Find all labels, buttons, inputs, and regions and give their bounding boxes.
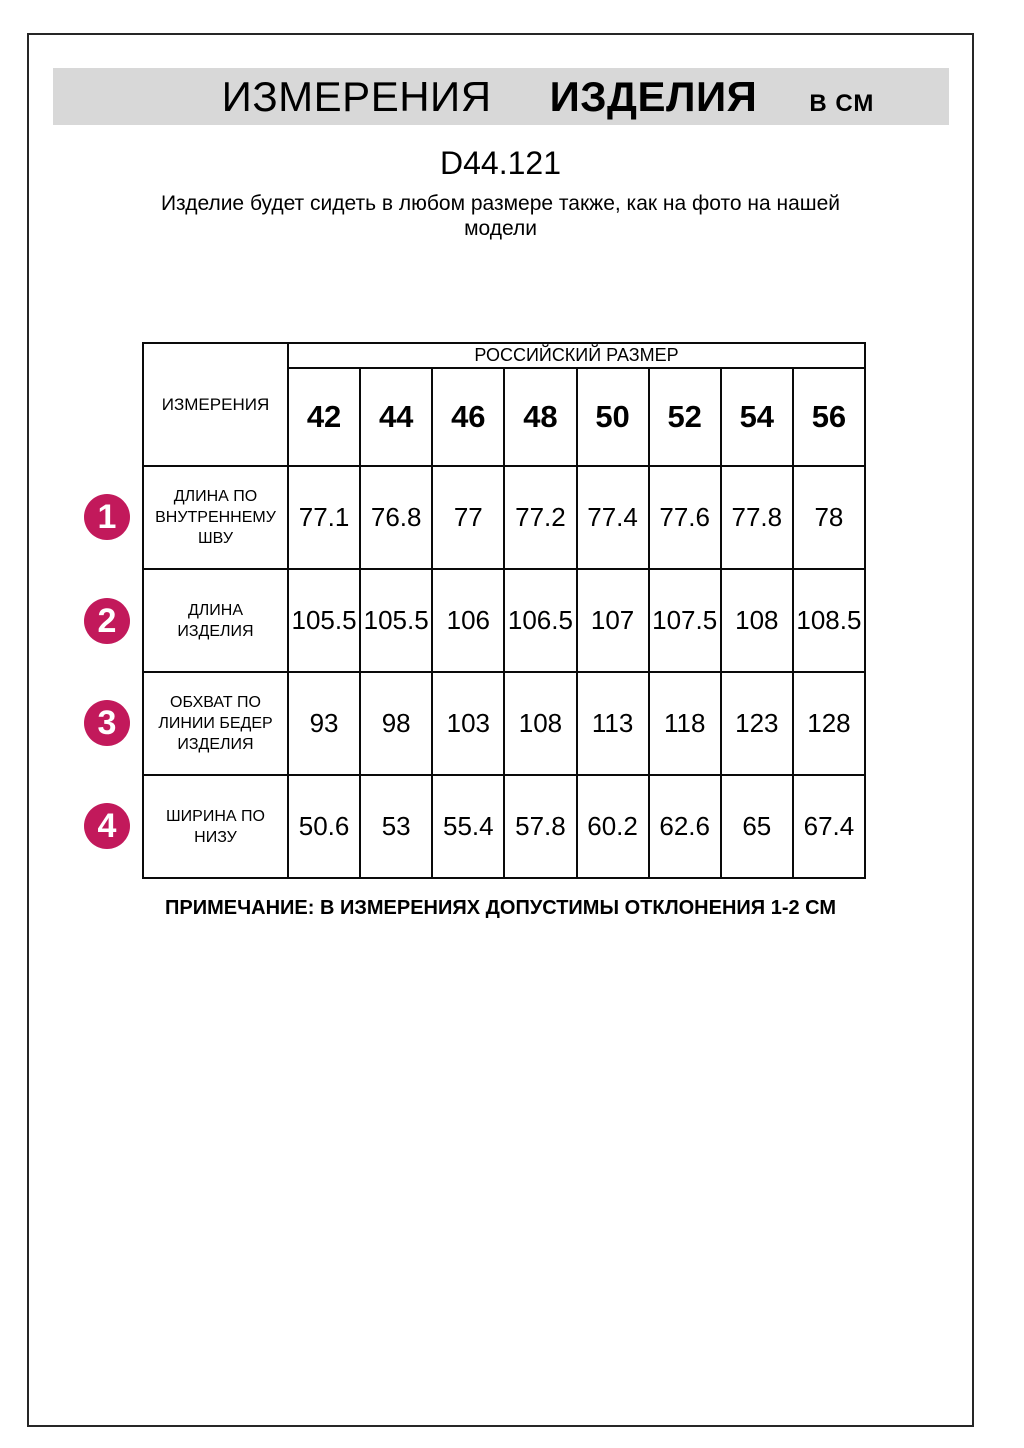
title-product: ИЗДЕЛИЯ (549, 72, 758, 120)
size-42: 42 (288, 368, 360, 466)
size-table-wrap (142, 342, 866, 879)
size-50: 50 (577, 368, 649, 466)
cell-value: 55.4 (432, 775, 504, 878)
cell-value: 77.8 (721, 466, 793, 569)
cell-value: 62.6 (649, 775, 721, 878)
row-number-badge-1: 1 (84, 494, 130, 540)
row-label: ШИРИНА ПО НИЗУ (143, 775, 288, 878)
cell-value: 123 (721, 672, 793, 775)
row-number-badge-4: 4 (84, 803, 130, 849)
title-measurements: ИЗМЕРЕНИЯ (221, 72, 492, 120)
cell-value: 53 (360, 775, 432, 878)
table-row-inseam-length (143, 466, 865, 569)
cell-value: 93 (288, 672, 360, 775)
cell-value: 118 (649, 672, 721, 775)
cell-value: 77.6 (649, 466, 721, 569)
measure-col-header: ИЗМЕРЕНИЯ (143, 343, 288, 466)
cell-value: 77.2 (504, 466, 576, 569)
russian-size-header: РОССИЙСКИЙ РАЗМЕР (288, 343, 865, 368)
cell-value: 106.5 (504, 569, 576, 672)
cell-value: 77 (432, 466, 504, 569)
cell-value: 108 (721, 569, 793, 672)
size-46: 46 (432, 368, 504, 466)
tolerance-note: ПРИМЕЧАНИЕ: В ИЗМЕРЕНИЯХ ДОПУСТИМЫ ОТКЛОНЕНИЯ 1-2 СМ (165, 897, 836, 919)
cell-value: 60.2 (577, 775, 649, 878)
row-number-badge-3: 3 (84, 700, 130, 746)
row-label: ДЛИНА ИЗДЕЛИЯ (143, 569, 288, 672)
cell-value: 103 (432, 672, 504, 775)
cell-value: 107 (577, 569, 649, 672)
cell-value: 50.6 (288, 775, 360, 878)
model-code: D44.121 (440, 145, 561, 181)
size-group-row (143, 343, 865, 368)
title-band (53, 68, 949, 125)
row-label: ДЛИНА ПО ВНУТРЕННЕМУ ШВУ (143, 466, 288, 569)
title-unit-cm: В СМ (809, 89, 875, 117)
cell-value: 77.4 (577, 466, 649, 569)
cell-value: 106 (432, 569, 504, 672)
size-48: 48 (504, 368, 576, 466)
cell-value: 105.5 (360, 569, 432, 672)
cell-value: 108 (504, 672, 576, 775)
size-54: 54 (721, 368, 793, 466)
table-row-bottom-width (143, 775, 865, 878)
row-number-badge-2: 2 (84, 598, 130, 644)
cell-value: 107.5 (649, 569, 721, 672)
cell-value: 98 (360, 672, 432, 775)
page-frame (27, 33, 974, 1427)
cell-value: 57.8 (504, 775, 576, 878)
cell-value: 77.1 (288, 466, 360, 569)
size-table (142, 342, 866, 879)
title-band-inner (222, 73, 875, 121)
table-row-product-length (143, 569, 865, 672)
row-label: ОБХВАТ ПО ЛИНИИ БЕДЕР ИЗДЕЛИЯ (143, 672, 288, 775)
cell-value: 65 (721, 775, 793, 878)
cell-value: 113 (577, 672, 649, 775)
size-44: 44 (360, 368, 432, 466)
fit-subtitle: Изделие будет сидеть в любом размере также, как на фото на нашей модели (160, 192, 841, 240)
size-56: 56 (793, 368, 865, 466)
size-52: 52 (649, 368, 721, 466)
table-row-hip-girth (143, 672, 865, 775)
cell-value: 128 (793, 672, 865, 775)
cell-value: 108.5 (793, 569, 865, 672)
cell-value: 105.5 (288, 569, 360, 672)
cell-value: 78 (793, 466, 865, 569)
cell-value: 76.8 (360, 466, 432, 569)
cell-value: 67.4 (793, 775, 865, 878)
